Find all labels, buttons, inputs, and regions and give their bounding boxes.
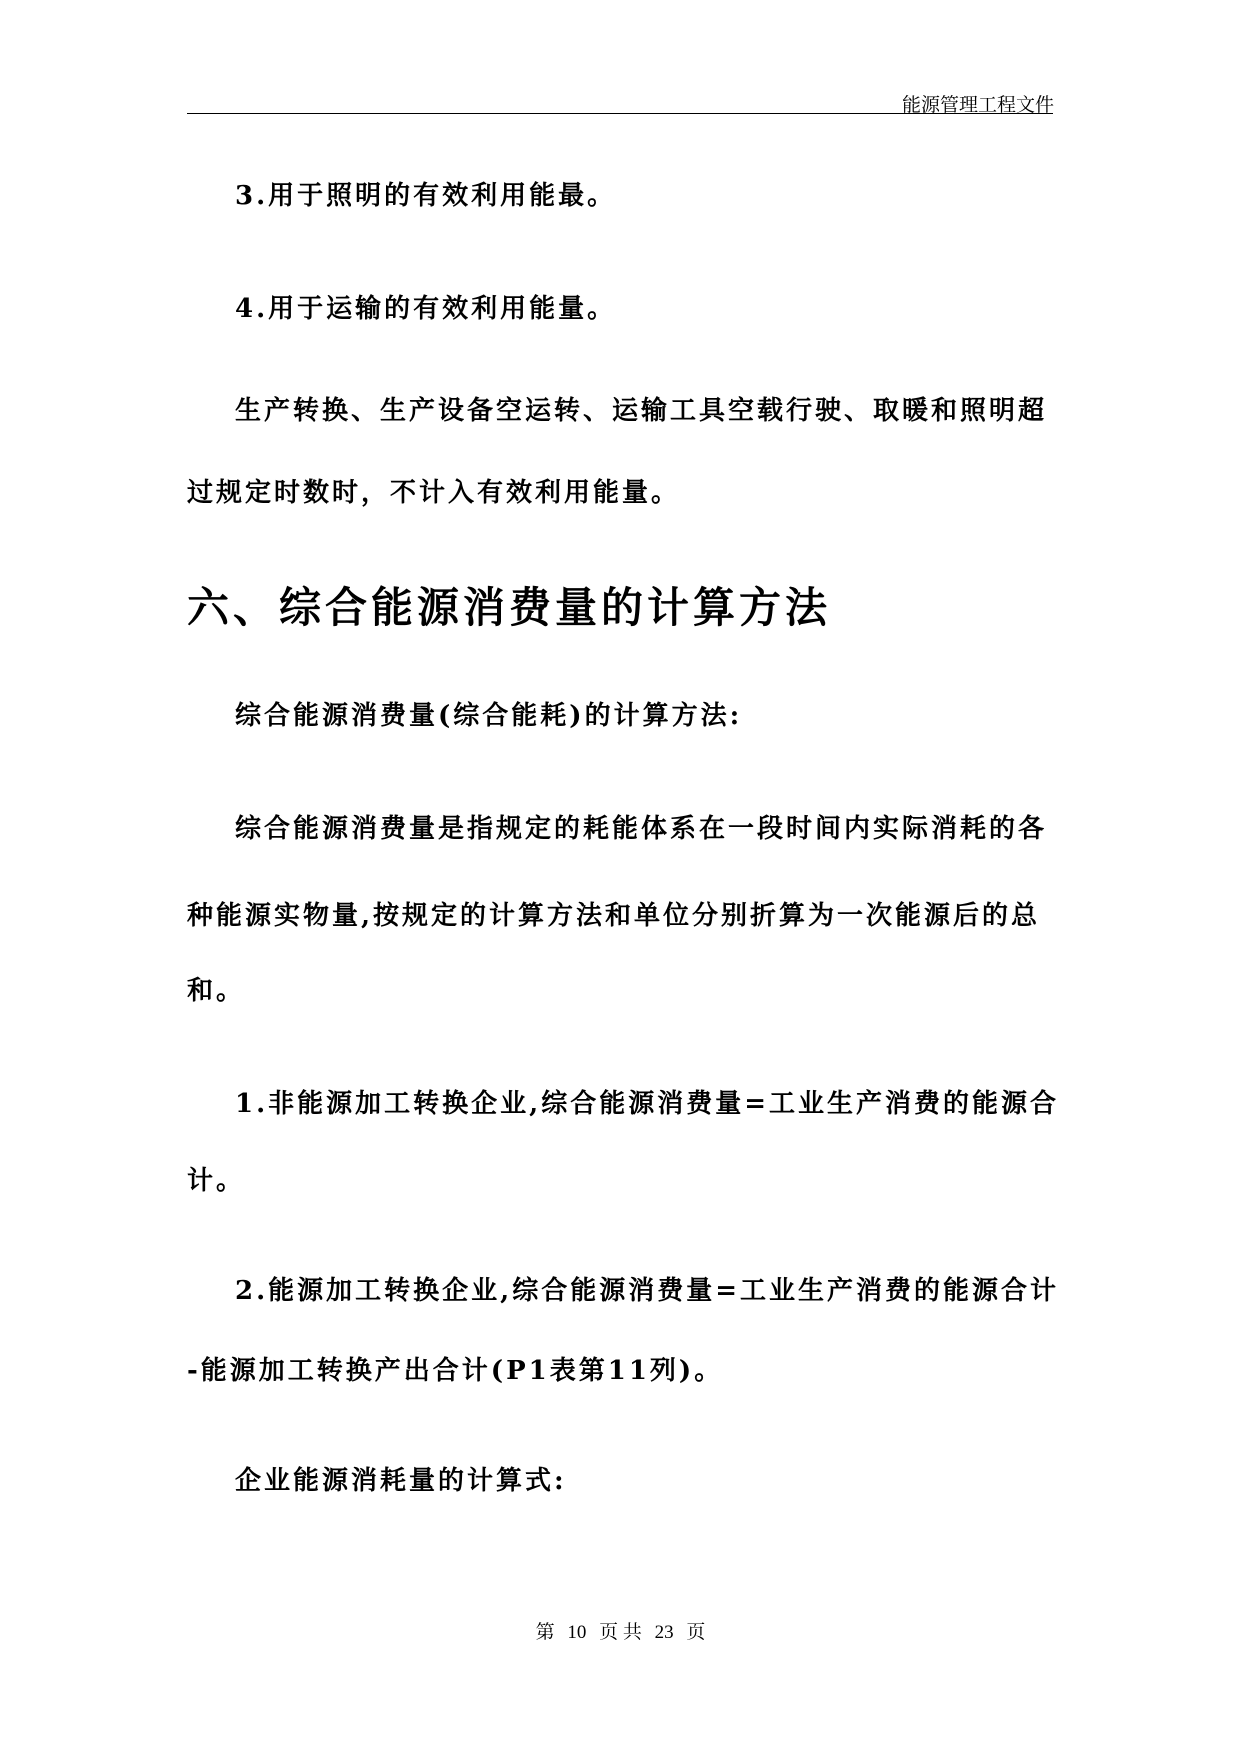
paragraph-line: 种能源实物量,按规定的计算方法和单位分别折算为一次能源后的总	[187, 901, 1041, 931]
list-item-3: 3.用于照明的有效利用能最。	[235, 181, 617, 211]
list-item-1: 1.非能源加工转换企业,综合能源消费量=工业生产消费的能源合	[235, 1089, 1059, 1119]
paragraph-line: 综合能源消费量(综合能耗)的计算方法:	[235, 701, 743, 731]
footer-mid: 页 共	[599, 1622, 642, 1643]
paragraph-line: 综合能源消费量是指规定的耗能体系在一段时间内实际消耗的各	[235, 814, 1048, 844]
total-pages: 23	[654, 1622, 674, 1643]
paragraph-line: 企业能源消耗量的计算式:	[235, 1466, 567, 1496]
header-divider	[187, 113, 1053, 114]
footer-prefix: 第	[535, 1622, 555, 1643]
page-number: 10	[567, 1622, 587, 1643]
page-footer	[0, 1617, 1241, 1644]
paragraph-line: 过规定时数时，不计入有效利用能量。	[187, 478, 681, 508]
paragraph-line: 计。	[187, 1166, 246, 1196]
paragraph-line: -能源加工转换产出合计(P1表第11列)。	[187, 1356, 724, 1386]
paragraph-line: 生产转换、生产设备空运转、运输工具空载行驶、取暖和照明超	[235, 396, 1048, 426]
section-heading: 六、综合能源消费量的计算方法	[187, 583, 832, 632]
footer-suffix: 页	[686, 1622, 706, 1643]
list-item-2: 2.能源加工转换企业,综合能源消费量=工业生产消费的能源合计	[235, 1276, 1059, 1306]
header-title: 能源管理工程文件	[901, 95, 1054, 116]
paragraph-line: 和。	[187, 976, 246, 1006]
list-item-4: 4.用于运输的有效利用能量。	[235, 294, 617, 324]
